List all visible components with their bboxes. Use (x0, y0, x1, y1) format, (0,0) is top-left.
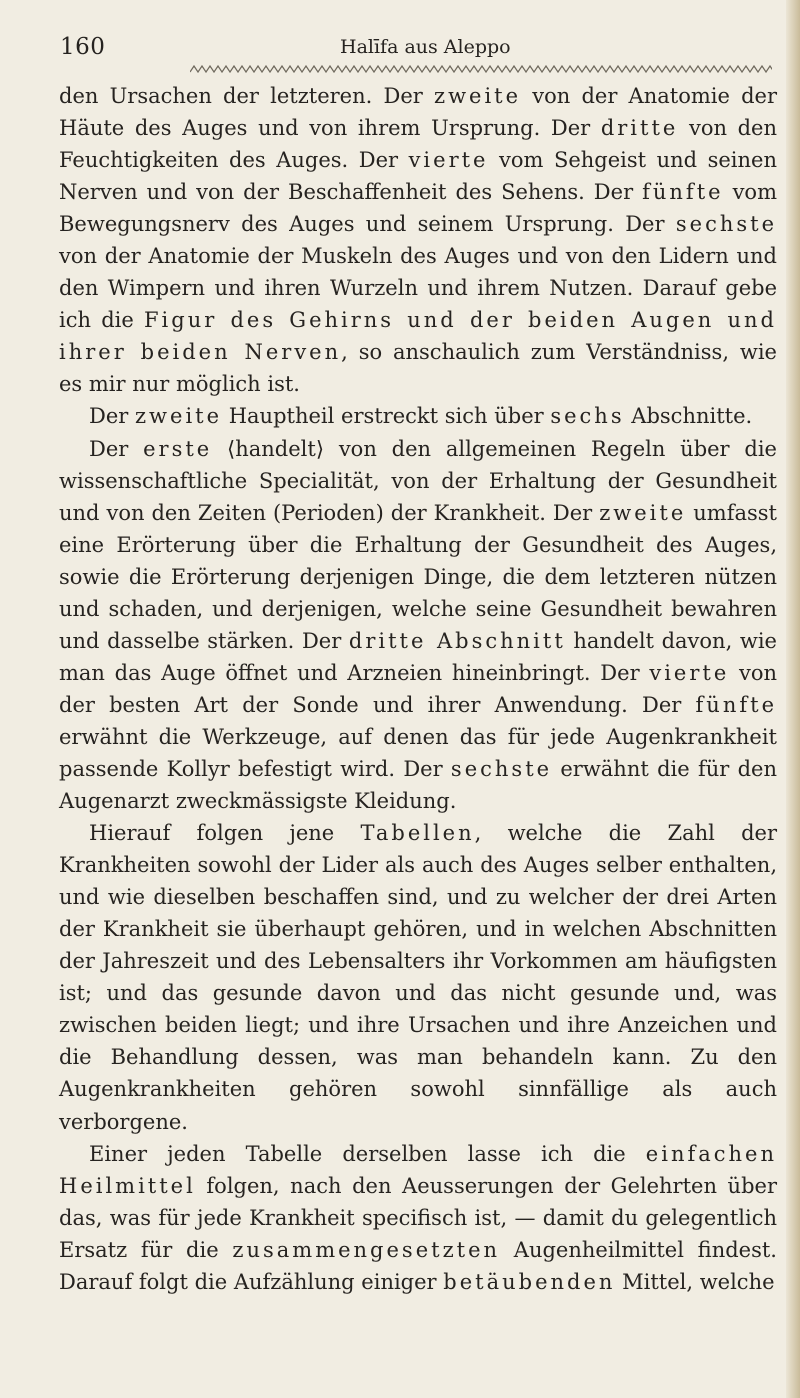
text-run: , so anschaulich zum Verständniss, wie es mir nur möglich ist. (59, 340, 777, 397)
emphasized-text: betäubenden (443, 1269, 616, 1294)
paragraph (59, 817, 777, 1137)
text-run: , welche die Zahl der Krankheiten sowohl der Lider als auch des Auges selber enthalten, und wie dieselben beschaffen sind, und zu welcher der drei Arten der Krankheit sie überhaupt gehören, und in welchen Abschnitten der Jahreszeit und des Lebensalters ihr Vorkommen am häufigsten ist; und das gesunde davon und das nicht gesunde und, was zwischen beiden liegt; und ihre Ursachen und ihre Anzeichen und die Behandlung dessen, was man behandeln kann. Zu den Augenkrankheiten gehören sowohl sinnfällige als auch verborgene. (59, 821, 777, 1134)
text-run: folgen, nach den Aeusserungen der Gelehrten über das, was für jede Krankheit specifisch ist, — damit du gelegentlich Ersatz für die (59, 1173, 777, 1262)
body-text (59, 80, 777, 1298)
text-run: von der besten Art der Sonde und ihrer Anwendung. Der (59, 660, 777, 717)
emphasized-text: Tabellen (360, 821, 475, 846)
emphasized-text: zweite (134, 404, 223, 429)
text-run: Der (89, 436, 144, 461)
text-run: vom Bewegungsnerv des Auges und seinem Ursprung. Der (59, 180, 777, 237)
text-run: Augenheilmittel findest. Darauf folgt die Aufzählung einiger (59, 1237, 777, 1294)
running-head: Halīfa aus Aleppo (340, 36, 511, 58)
text-run: den Ursachen der letzteren. Der (59, 84, 434, 108)
paragraph (59, 433, 777, 818)
text-run: von den Feuchtigkeiten des Auges. Der (59, 116, 777, 173)
text-run: handelt davon, wie man das Auge öffnet und Arzneien hineinbringt. Der (59, 628, 777, 685)
page-edge (786, 0, 800, 1398)
text-run: Hauptheil erstreckt sich über (222, 404, 551, 429)
emphasized-text: fünfte (642, 180, 724, 205)
emphasized-text: sechste (675, 212, 777, 237)
page-number: 160 (60, 34, 106, 60)
text-run: von der Anatomie der Muskeln des Auges und von den Lidern und den Wimpern und ihren Wurzeln und ihrem Nutzen. Darauf gebe ich die (59, 244, 777, 333)
emphasized-text: sechs (550, 404, 625, 429)
text-run: erwähnt die Werkzeuge, auf denen das für jede Augenkrankheit passende Kollyr befestigt wird. Der (59, 724, 777, 781)
emphasized-text: einfachen Heilmittel (59, 1141, 777, 1198)
emphasized-text: vierte (649, 660, 730, 685)
emphasized-text: zweite (599, 500, 687, 525)
text-run: von der Anatomie der Häute des Auges und von ihrem Ursprung. Der (59, 84, 778, 141)
emphasized-text: dritte Abschnitt (348, 628, 566, 653)
emphasized-text: Figur des Gehirns und der beiden Augen und ihrer beiden Nerven (59, 308, 777, 365)
paragraph (59, 1138, 777, 1298)
text-run: erwähnt die für den Augenarzt zweckmässigste Kleidung. (59, 756, 777, 814)
emphasized-text: zweite (434, 84, 522, 108)
emphasized-text: sechste (450, 756, 553, 781)
text-run: umfasst eine Erörterung über die Erhaltung der Gesundheit des Auges, sowie die Erörterung derjenigen Dinge, die dem letzteren nützen und schaden, und derjenigen, welche seine Gesundheit bewahren und dasselbe stärken. Der (59, 500, 777, 653)
ornamental-rule (190, 64, 772, 76)
page-header (60, 34, 750, 66)
text-run: Hierauf folgen jene (89, 821, 361, 846)
text-run: ⟨handelt⟩ von den allgemeinen Regeln über die wissenschaftliche Specialität, von der Erhaltung der Gesundheit und von den Zeiten (Perioden) der Krankheit. Der (59, 436, 777, 525)
emphasized-text: fünfte (695, 692, 777, 717)
paragraph (59, 400, 777, 432)
text-run: vom Sehgeist und seinen Nerven und von der Beschaffenheit des Sehens. Der (59, 148, 778, 205)
emphasized-text: vierte (408, 148, 489, 173)
text-run: Einer jeden Tabelle derselben lasse ich die (89, 1141, 646, 1166)
text-run: Der (89, 404, 135, 429)
text-run: Mittel, welche (615, 1269, 775, 1294)
emphasized-text: erste (143, 436, 213, 461)
emphasized-text: zusammengesetzten (232, 1237, 501, 1262)
emphasized-text: dritte (600, 116, 679, 141)
paragraph (59, 80, 777, 400)
text-run: Abschnitte. (624, 404, 753, 429)
